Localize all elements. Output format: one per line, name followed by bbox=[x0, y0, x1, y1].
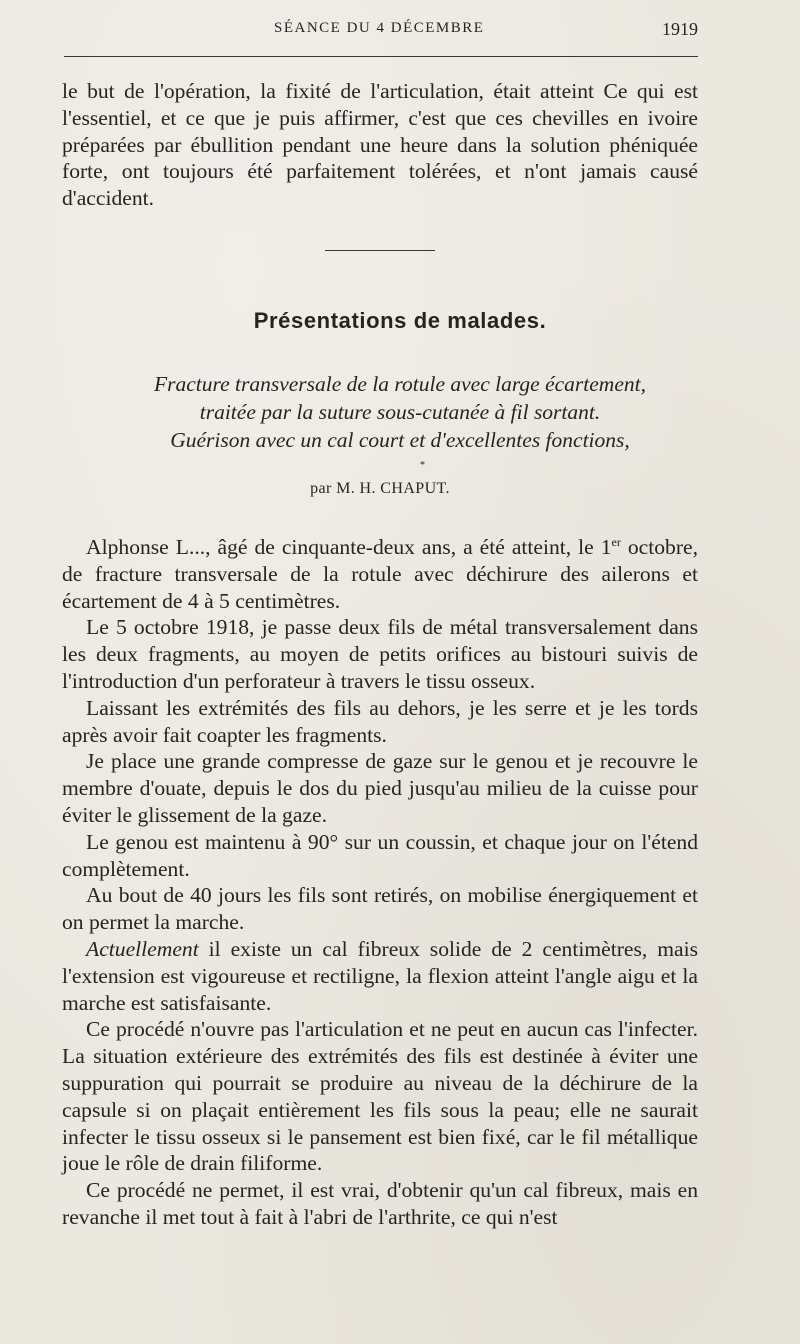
paragraph-3: Laissant les extrémités des fils au dehors, je les serre et je les tords après avoir fait coapter les fragments. bbox=[62, 695, 698, 747]
paragraph-6: Au bout de 40 jours les fils sont retirés, on mobilise énergiquement et on permet la marche. bbox=[62, 883, 698, 935]
section-title: Présentations de malades. bbox=[253, 308, 547, 333]
ornament-star: * bbox=[420, 460, 425, 471]
paragraph-4: Je place une grande compresse de gaze sur le genou et je recouvre le membre d'ouate, depuis le dos du pied jusqu'au milieu de la cuisse pour éviter le glissement de la gaze. bbox=[62, 749, 698, 827]
article-body bbox=[62, 534, 698, 1231]
emphasis-actuellement: Actuellement bbox=[86, 936, 199, 961]
page-number: 1919 bbox=[662, 19, 698, 39]
article-author: par M. H. CHAPUT. bbox=[310, 480, 450, 497]
section-separator bbox=[325, 250, 435, 251]
article-subtitle-line-1: Fracture transversale de la rotule avec large écartement, bbox=[154, 372, 646, 396]
running-title: SÉANCE DU 4 DÉCEMBRE bbox=[274, 20, 485, 36]
paragraph-2: Le 5 octobre 1918, je passe deux fils de métal transversalement dans les deux fragments, au moyen de petits orifices au bistouri suivis de l'introduction d'un perforateur à travers le tissu osseux. bbox=[62, 615, 698, 693]
paragraph-1-text: Alphonse L..., âgé de cinquante-deux ans, a été atteint, le 1 bbox=[86, 535, 612, 559]
header-rule bbox=[64, 56, 698, 57]
intro-paragraph: le but de l'opération, la fixité de l'articulation, était atteint Ce qui est l'essentiel, et ce que je puis affirmer, c'est que ces chevilles en ivoire préparées par ébullition pendant une heure dans la solution phéniquée forte, ont toujours été parfaitement tolérées, et n'ont jamais causé d'accident. bbox=[62, 79, 698, 211]
article-subtitle-line-2: traitée par la suture sous-cutanée à fil sortant. bbox=[199, 400, 601, 424]
paragraph-8: Ce procédé n'ouvre pas l'articulation et ne peut en aucun cas l'infecter. La situation extérieure des extrémités des fils est destinée à éviter une suppuration qui pourrait se produire au niveau de la déchirure de la capsule si on plaçait entièrement les fils sous la peau; elle ne saurait infecter le tissu osseux si le pansement est bien fixé, car le fil métallique joue le rôle de drain filiforme. bbox=[62, 1017, 698, 1176]
paragraph-7 bbox=[62, 936, 698, 1016]
paragraph-9: Ce procédé ne permet, il est vrai, d'obtenir qu'un cal fibreux, mais en revanche il met tout à fait à l'abri de l'arthrite, ce qui n'est bbox=[62, 1178, 698, 1229]
paragraph-5: Le genou est maintenu à 90° sur un coussin, et chaque jour on l'étend complètement. bbox=[62, 829, 698, 881]
page-header bbox=[64, 18, 698, 44]
paragraph-1-text-cont: octobre, de fracture transversale de la rotule avec déchirure des ailerons et écartement de 4 à 5 centimètres. bbox=[62, 535, 699, 613]
paragraph-7-text: il existe un cal fibreux solide de 2 centimètres, mais l'extension est vigoureuse et rectiligne, la flexion atteint l'angle aigu et la marche est satisfaisante. bbox=[62, 936, 698, 1015]
ordinal-superscript: er bbox=[611, 534, 621, 549]
article-subtitle-line-3: Guérison avec un cal court et d'excellentes fonctions, bbox=[170, 428, 630, 452]
paragraph-1 bbox=[62, 534, 698, 614]
